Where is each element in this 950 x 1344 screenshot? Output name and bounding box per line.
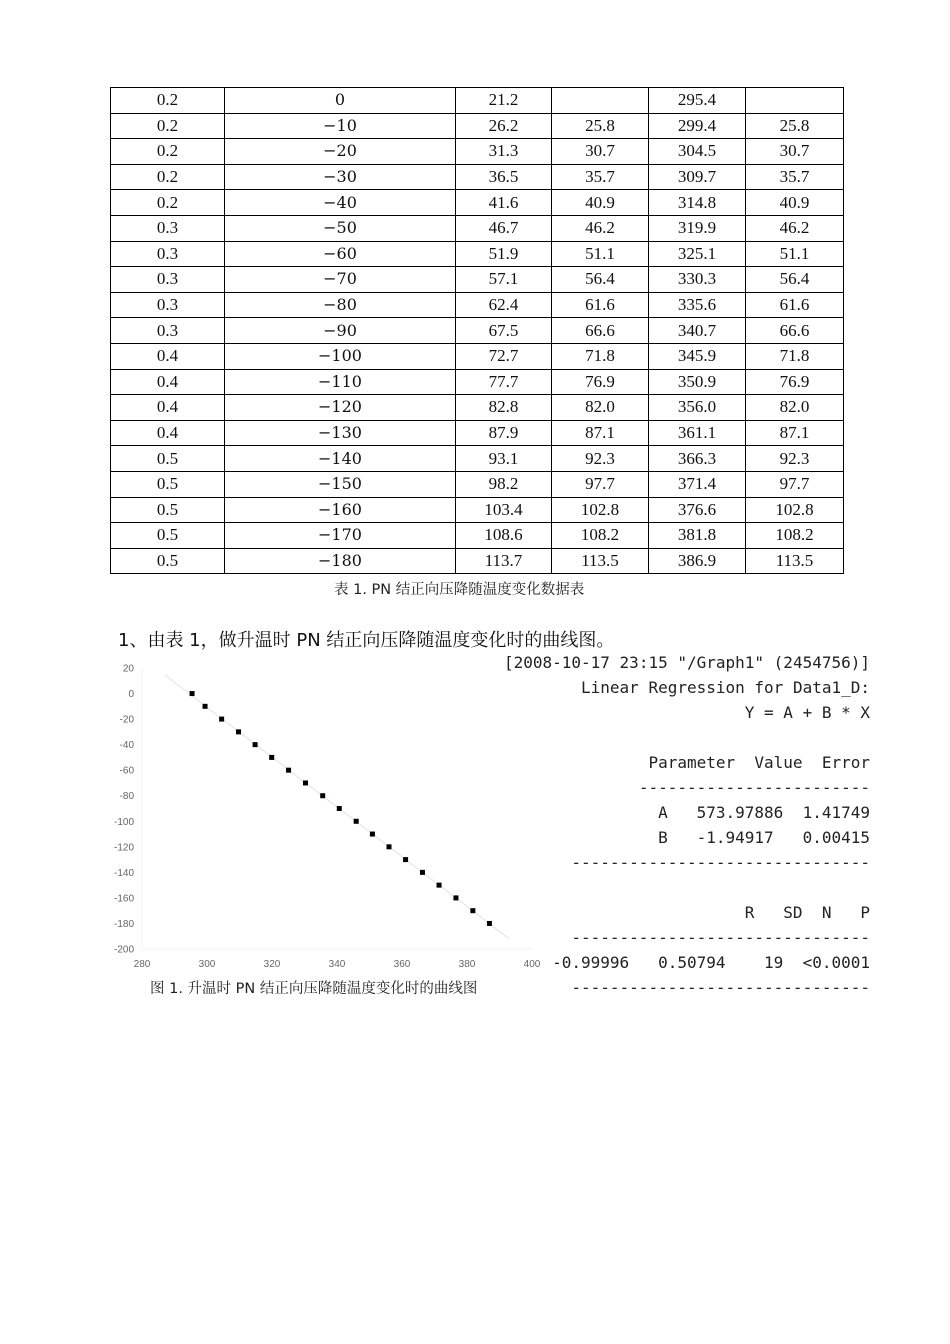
x-tick-label: 300 <box>198 959 216 970</box>
data-point <box>370 832 375 837</box>
table-cell: −10 <box>225 113 456 139</box>
table-cell: 0.2 <box>111 164 225 190</box>
table-row <box>111 267 844 293</box>
table-row <box>111 318 844 344</box>
table-cell: 0.2 <box>111 113 225 139</box>
table-cell: 51.9 <box>456 241 552 267</box>
table-cell: 314.8 <box>649 190 746 216</box>
table-cell: 67.5 <box>456 318 552 344</box>
table-cell: 0.2 <box>111 190 225 216</box>
table-cell: 0.4 <box>111 395 225 421</box>
table-cell: 345.9 <box>649 343 746 369</box>
table-cell: 71.8 <box>552 343 649 369</box>
table-cell: 366.3 <box>649 446 746 472</box>
table-cell: −160 <box>225 497 456 523</box>
table-row <box>111 471 844 497</box>
data-point <box>403 857 408 862</box>
table-cell: −70 <box>225 267 456 293</box>
table-cell: 40.9 <box>746 190 844 216</box>
regression-header: [2008-10-17 23:15 "/Graph1" (2454756)] <box>503 653 870 672</box>
table-row <box>111 446 844 472</box>
table-row <box>111 497 844 523</box>
data-point <box>236 729 241 734</box>
table-cell: −40 <box>225 190 456 216</box>
y-tick-label: -160 <box>113 893 134 905</box>
y-tick-label: -120 <box>113 842 134 854</box>
table-cell: −60 <box>225 241 456 267</box>
table-cell: 62.4 <box>456 292 552 318</box>
data-point <box>203 704 208 709</box>
table-cell: −140 <box>225 446 456 472</box>
divider: ------------------------ <box>638 778 870 797</box>
table-cell: 25.8 <box>746 113 844 139</box>
table-row <box>111 548 844 574</box>
data-table <box>110 87 844 574</box>
table-cell: 108.2 <box>552 523 649 549</box>
data-point <box>219 717 224 722</box>
table-row <box>111 215 844 241</box>
table-cell: 92.3 <box>552 446 649 472</box>
table-cell: 92.3 <box>746 446 844 472</box>
table-cell: 56.4 <box>746 267 844 293</box>
y-tick-label: -140 <box>113 867 134 879</box>
table-cell: 25.8 <box>552 113 649 139</box>
table-cell: 0.3 <box>111 215 225 241</box>
regression-output <box>500 650 870 995</box>
data-point <box>354 819 359 824</box>
table-cell: 381.8 <box>649 523 746 549</box>
x-tick-label: 280 <box>133 959 151 970</box>
table-cell: 113.5 <box>746 548 844 574</box>
parameter-row-a: A 573.97886 1.41749 <box>658 803 870 822</box>
table-cell: 0.3 <box>111 241 225 267</box>
table-cell: −30 <box>225 164 456 190</box>
table-cell: 0.5 <box>111 497 225 523</box>
table-cell: 0.5 <box>111 471 225 497</box>
table-cell: 340.7 <box>649 318 746 344</box>
table-cell: 36.5 <box>456 164 552 190</box>
data-point <box>269 755 274 760</box>
table-cell: 304.5 <box>649 139 746 165</box>
table-cell: 61.6 <box>746 292 844 318</box>
table-row <box>111 241 844 267</box>
data-point <box>190 691 195 696</box>
parameter-row-b: B -1.94917 0.00415 <box>658 828 870 847</box>
table-row <box>111 139 844 165</box>
data-point <box>303 780 308 785</box>
data-point <box>487 921 492 926</box>
table-caption: 表 1. PN 结正向压降随温度变化数据表 <box>334 582 585 598</box>
parameter-header: Parameter Value Error <box>648 753 870 772</box>
table-cell: 0.5 <box>111 446 225 472</box>
table-cell: 66.6 <box>746 318 844 344</box>
table-cell: 97.7 <box>552 471 649 497</box>
y-tick-label: -200 <box>113 944 134 956</box>
table-row <box>111 292 844 318</box>
data-point <box>420 870 425 875</box>
table-cell: 330.3 <box>649 267 746 293</box>
table-cell: 0.5 <box>111 548 225 574</box>
y-tick-label: -80 <box>119 791 134 803</box>
x-tick-label: 380 <box>458 959 476 970</box>
table-cell: 295.4 <box>649 88 746 114</box>
table-cell: −20 <box>225 139 456 165</box>
table-cell: 21.2 <box>456 88 552 114</box>
table-cell: 325.1 <box>649 241 746 267</box>
y-tick-label: -180 <box>113 918 134 930</box>
table-cell: 0.5 <box>111 523 225 549</box>
table-cell: 77.7 <box>456 369 552 395</box>
table-cell: 108.6 <box>456 523 552 549</box>
divider: ------------------------------- <box>571 853 870 872</box>
table-cell: 102.8 <box>552 497 649 523</box>
table-cell: 361.1 <box>649 420 746 446</box>
chart-axes <box>114 664 541 971</box>
table-row <box>111 88 844 114</box>
table-cell: 113.5 <box>552 548 649 574</box>
divider: ------------------------------- <box>571 978 870 997</box>
y-tick-label: -100 <box>113 816 134 828</box>
table-cell: 103.4 <box>456 497 552 523</box>
table-row <box>111 343 844 369</box>
table-cell: 0.3 <box>111 318 225 344</box>
regression-equation: Y = A + B * X <box>744 703 870 722</box>
table-cell: 350.9 <box>649 369 746 395</box>
table-row <box>111 164 844 190</box>
table-cell: 82.0 <box>552 395 649 421</box>
table-cell: 0.2 <box>111 139 225 165</box>
x-tick-label: 400 <box>523 959 541 970</box>
table-cell: 71.8 <box>746 343 844 369</box>
x-tick-label: 340 <box>328 959 346 970</box>
table-cell: 0.3 <box>111 267 225 293</box>
data-point <box>320 793 325 798</box>
table-cell: 56.4 <box>552 267 649 293</box>
table-cell: −100 <box>225 343 456 369</box>
table-cell: −50 <box>225 215 456 241</box>
table-cell: −170 <box>225 523 456 549</box>
table-cell: 102.8 <box>746 497 844 523</box>
table-cell: 0.2 <box>111 88 225 114</box>
table-cell: 72.7 <box>456 343 552 369</box>
scatter-chart <box>100 655 550 975</box>
table-row <box>111 420 844 446</box>
table-cell: −110 <box>225 369 456 395</box>
table-cell: 41.6 <box>456 190 552 216</box>
y-tick-label: -60 <box>119 765 134 777</box>
y-tick-label: 20 <box>122 663 134 675</box>
table-cell: 61.6 <box>552 292 649 318</box>
table-cell: 35.7 <box>552 164 649 190</box>
table-cell: 31.3 <box>456 139 552 165</box>
figure-caption: 图 1. 升温时 PN 结正向压降随温度变化时的曲线图 <box>150 981 478 997</box>
table-cell: 57.1 <box>456 267 552 293</box>
divider: ------------------------------- <box>571 928 870 947</box>
table-cell: 51.1 <box>552 241 649 267</box>
table-cell: −120 <box>225 395 456 421</box>
table-cell: 76.9 <box>552 369 649 395</box>
table-cell: 87.1 <box>746 420 844 446</box>
y-tick-label: 0 <box>128 689 134 701</box>
table-cell: 82.8 <box>456 395 552 421</box>
table-cell: 87.1 <box>552 420 649 446</box>
table-cell: 0.4 <box>111 343 225 369</box>
table-cell: 46.7 <box>456 215 552 241</box>
table-cell: 299.4 <box>649 113 746 139</box>
table-row <box>111 190 844 216</box>
table-row <box>111 113 844 139</box>
data-point <box>387 844 392 849</box>
table-cell: 97.7 <box>746 471 844 497</box>
table-cell <box>552 88 649 114</box>
stats-values: -0.99996 0.50794 19 <0.0001 <box>552 953 870 972</box>
table-cell: 113.7 <box>456 548 552 574</box>
data-point <box>337 806 342 811</box>
table-row <box>111 369 844 395</box>
table-cell: 0.4 <box>111 420 225 446</box>
section-heading: 1、由表 1，做升温时 PN 结正向压降随温度变化时的曲线图。 <box>118 630 615 651</box>
table-cell: 51.1 <box>746 241 844 267</box>
table-cell: 356.0 <box>649 395 746 421</box>
table-cell: 66.6 <box>552 318 649 344</box>
data-point <box>470 908 475 913</box>
table-cell: −80 <box>225 292 456 318</box>
table-cell: 371.4 <box>649 471 746 497</box>
data-point <box>437 883 442 888</box>
table-cell: 76.9 <box>746 369 844 395</box>
table-cell: 309.7 <box>649 164 746 190</box>
table-cell: 40.9 <box>552 190 649 216</box>
table-cell: 46.2 <box>552 215 649 241</box>
table-cell: 30.7 <box>552 139 649 165</box>
table-cell: 30.7 <box>746 139 844 165</box>
table-cell: 35.7 <box>746 164 844 190</box>
data-point <box>453 895 458 900</box>
table-cell: 46.2 <box>746 215 844 241</box>
table-cell: 0.4 <box>111 369 225 395</box>
regression-title: Linear Regression for Data1_D: <box>581 678 870 697</box>
table-cell: −180 <box>225 548 456 574</box>
table-cell: 386.9 <box>649 548 746 574</box>
table-cell: 93.1 <box>456 446 552 472</box>
table-cell: 0 <box>225 88 456 114</box>
table-cell: 108.2 <box>746 523 844 549</box>
table-cell: 319.9 <box>649 215 746 241</box>
y-tick-label: -20 <box>119 714 134 726</box>
table-cell: −90 <box>225 318 456 344</box>
table-cell: 26.2 <box>456 113 552 139</box>
table-cell: 376.6 <box>649 497 746 523</box>
table-cell: −130 <box>225 420 456 446</box>
table-row <box>111 395 844 421</box>
table-cell: 87.9 <box>456 420 552 446</box>
table-cell <box>746 88 844 114</box>
table-row <box>111 523 844 549</box>
x-tick-label: 360 <box>393 959 411 970</box>
y-tick-label: -40 <box>119 740 134 752</box>
table-cell: 335.6 <box>649 292 746 318</box>
table-cell: 98.2 <box>456 471 552 497</box>
stats-header: R SD N P <box>744 903 870 922</box>
table-cell: 0.3 <box>111 292 225 318</box>
table-cell: 82.0 <box>746 395 844 421</box>
table-cell: −150 <box>225 471 456 497</box>
data-point <box>286 768 291 773</box>
x-tick-label: 320 <box>263 959 281 970</box>
data-point <box>253 742 258 747</box>
